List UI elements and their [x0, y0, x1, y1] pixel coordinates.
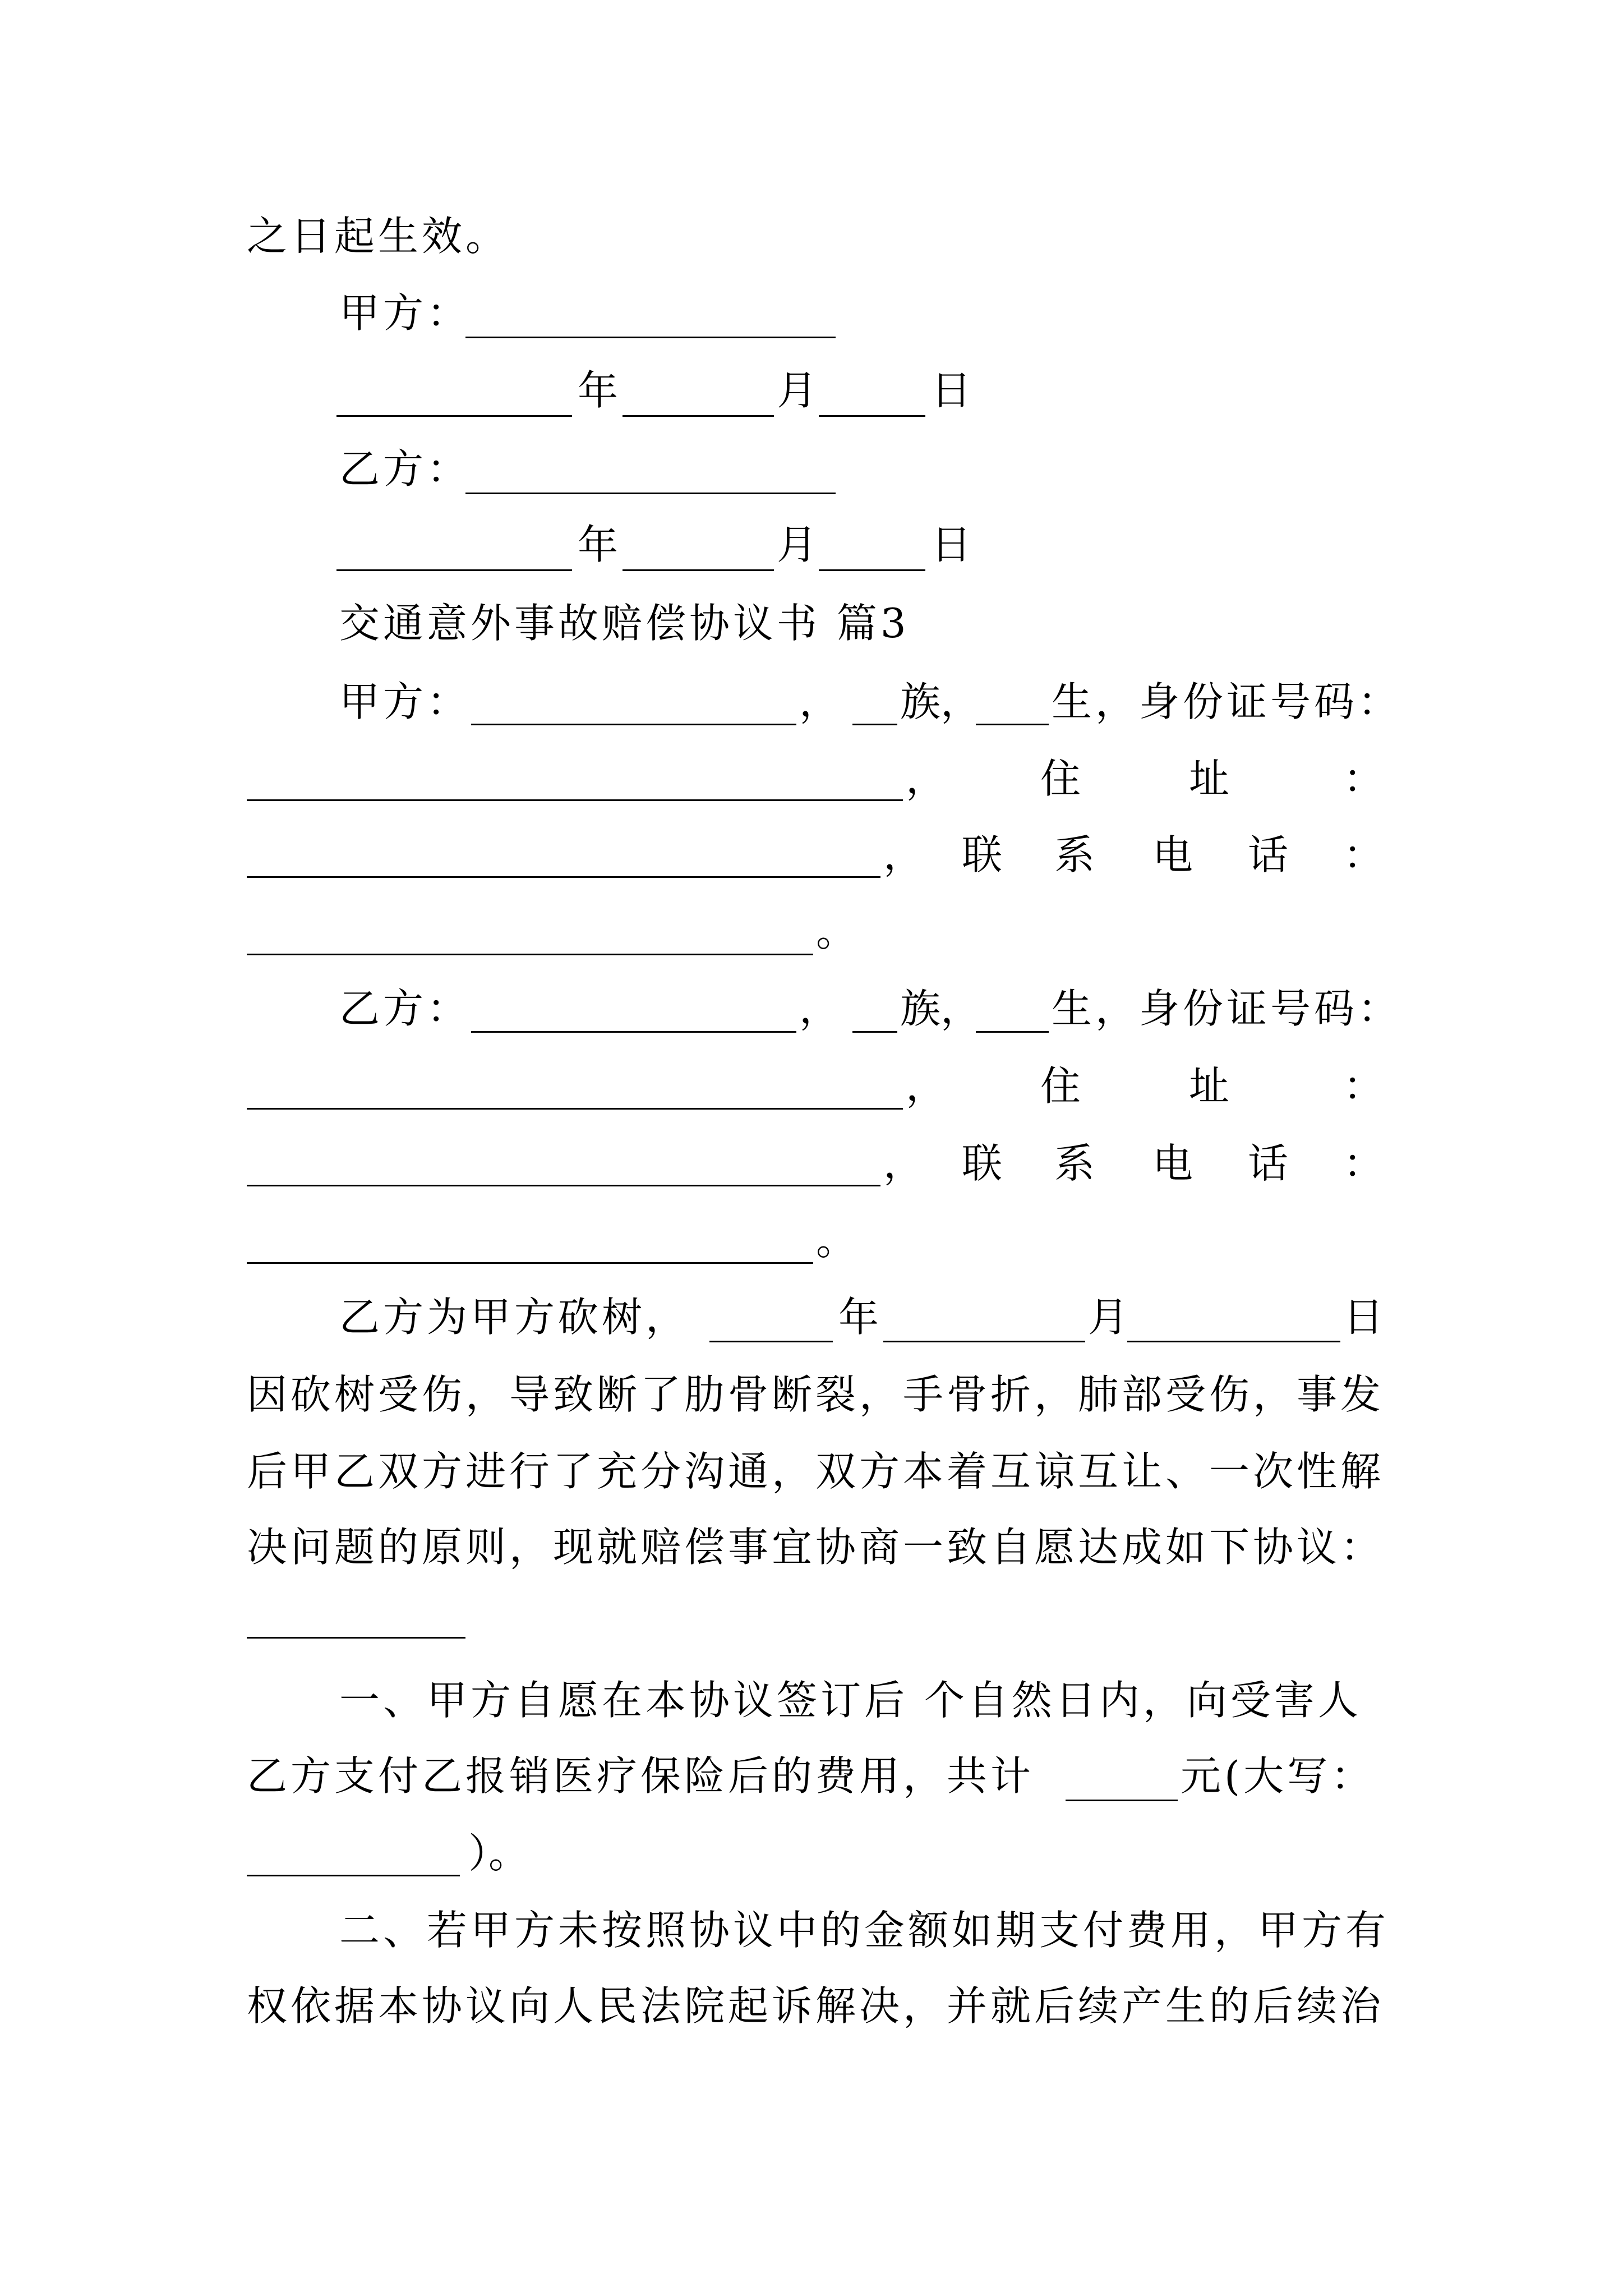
period: 。 — [816, 908, 857, 955]
text-line: 之日起生效。 — [247, 213, 510, 260]
phone-char: 话 — [1248, 1140, 1289, 1187]
paragraph-text: 乙方支付乙报销医疗保险后的费用，共计 — [247, 1752, 1035, 1800]
party-b-label: 乙方： — [339, 985, 471, 1032]
month-label: 月 — [1088, 1294, 1129, 1341]
paragraph-text: 因砍树受伤，导致断了肋骨断裂，手骨折，肺部受伤，事发 — [247, 1371, 1385, 1418]
party-b-label: 乙方： — [339, 445, 471, 493]
phone-char: 系 — [1054, 1140, 1095, 1187]
comma: ， — [883, 1140, 924, 1187]
paragraph-text: 元(大写： — [1181, 1752, 1375, 1800]
year-label: 年 — [838, 1294, 879, 1341]
phone-char: 系 — [1054, 831, 1095, 878]
month-blank — [883, 1341, 1085, 1342]
phone-char: 电 — [1152, 831, 1193, 878]
phone-blank — [247, 1262, 813, 1264]
year-blank — [336, 569, 572, 571]
amount-words-blank — [247, 1875, 460, 1876]
comma: ， — [906, 755, 947, 802]
phone-char: 联 — [962, 1140, 1003, 1187]
address-char: 址 — [1189, 755, 1230, 802]
day-blank — [819, 415, 925, 417]
day-label: 日 — [1343, 1294, 1384, 1341]
colon: ： — [1343, 1062, 1384, 1110]
month-blank — [623, 569, 774, 571]
signature-blank — [465, 337, 836, 338]
colon: ： — [1343, 831, 1384, 878]
ethnicity-blank — [852, 1031, 897, 1033]
day-blank — [819, 569, 925, 571]
month-label: 月 — [777, 367, 818, 414]
signature-blank — [465, 493, 836, 494]
party-a-label: 甲方： — [339, 289, 471, 337]
phone-char: 电 — [1152, 1140, 1193, 1187]
paragraph-text: 一、甲方自愿在本协议签订后 个自然日内，向受害人 — [339, 1677, 1362, 1724]
blank-rule — [247, 1637, 465, 1639]
id-blank — [247, 799, 903, 801]
comma: ， — [906, 1062, 947, 1110]
id-label: 生，身份证号码： — [1052, 678, 1402, 725]
ethnicity-label: 族， — [900, 678, 981, 725]
birth-blank — [976, 1031, 1049, 1033]
year-label: 年 — [578, 521, 619, 568]
period: 。 — [816, 1217, 857, 1264]
address-char: 址 — [1189, 1062, 1230, 1110]
year-label: 年 — [578, 367, 619, 414]
paragraph-text: 二、若甲方未按照协议中的金额如期支付费用，甲方有 — [339, 1907, 1390, 1954]
address-char: 住 — [1040, 1062, 1081, 1110]
address-char: 住 — [1040, 755, 1081, 802]
year-blank — [336, 415, 572, 417]
phone-char: 联 — [962, 831, 1003, 878]
party-a-label: 甲方： — [339, 678, 471, 725]
name-blank — [471, 724, 796, 725]
birth-blank — [976, 724, 1049, 725]
month-blank — [623, 415, 774, 417]
month-label: 月 — [777, 521, 818, 568]
amount-blank — [1066, 1800, 1178, 1801]
paragraph-text: ）。 — [468, 1830, 529, 1877]
name-blank — [471, 1031, 796, 1033]
day-blank — [1127, 1341, 1340, 1342]
paragraph-text: 决问题的原则，现就赔偿事宜协商一致自愿达成如下协议： — [247, 1524, 1385, 1571]
id-blank — [247, 1108, 903, 1110]
paragraph-text: 权依据本协议向人民法院起诉解决，并就后续产生的后续治 — [247, 1982, 1385, 2030]
comma: ， — [799, 985, 840, 1032]
year-blank — [709, 1341, 833, 1342]
day-label: 日 — [931, 521, 972, 568]
address-blank — [247, 876, 880, 878]
comma: ， — [883, 831, 924, 878]
phone-char: 话 — [1248, 831, 1289, 878]
colon: ： — [1343, 755, 1384, 802]
paragraph-text: 乙方为甲方砍树， — [339, 1294, 690, 1341]
section-heading: 交通意外事故赔偿协议书 篇3 — [339, 600, 910, 647]
colon: ： — [1343, 1140, 1384, 1187]
ethnicity-blank — [852, 724, 897, 725]
phone-blank — [247, 954, 813, 955]
id-label: 生，身份证号码： — [1052, 985, 1402, 1032]
comma: ， — [799, 678, 840, 725]
ethnicity-label: 族， — [900, 985, 981, 1032]
address-blank — [247, 1185, 880, 1186]
day-label: 日 — [931, 367, 972, 414]
paragraph-text: 后甲乙双方进行了充分沟通，双方本着互谅互让、一次性解 — [247, 1448, 1385, 1495]
